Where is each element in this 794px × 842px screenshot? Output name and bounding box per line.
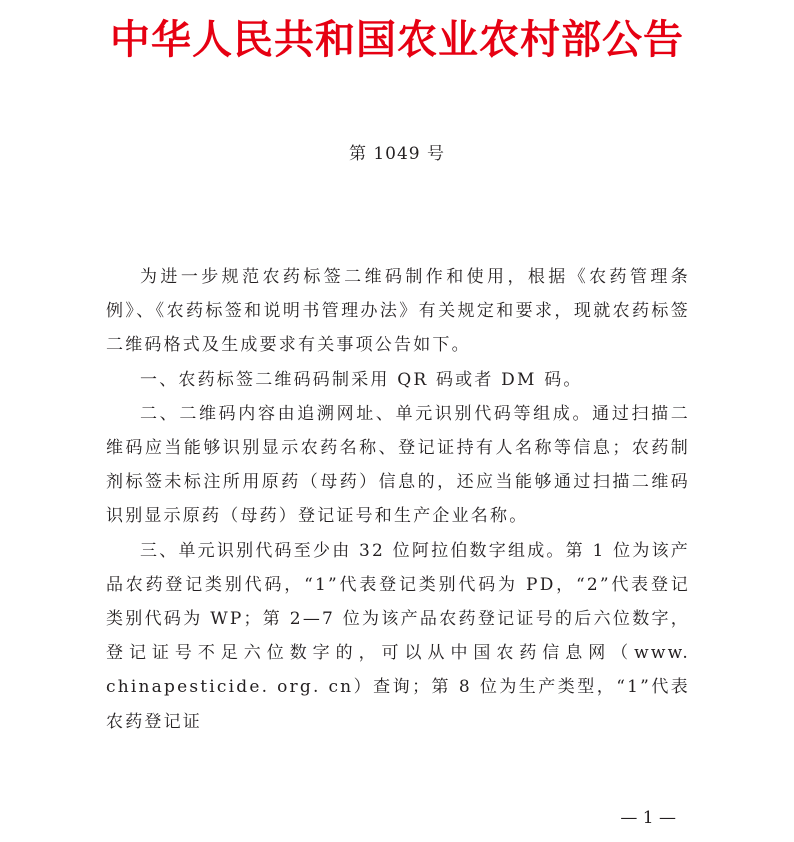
paragraph-item-2: 二、二维码内容由追溯网址、单元识别代码等组成。通过扫描二维码应当能够识别显示农药名称、登记证持有人名称等信息；农药制剂标签未标注所用原药（母药）信息的，还应当能够通过扫描二维码识别显示原药（母药）登记证号和生产企业名称。 [106,403,690,527]
document-title: 中华人民共和国农业农村部公告 [110,16,684,63]
paragraph-item-1: 一、农药标签二维码码制采用 QR 码或者 DM 码。 [140,369,583,390]
paragraph-item-3: 三、单元识别代码至少由 32 位阿拉伯数字组成。第 1 位为该产品农药登记类别代码，“1”代表登记类别代码为 PD，“2”代表登记类别代码为 WP；第 2—7 位为该产品农药登记证号的后六位数字，登记证号不足六位数字的，可以从中国农药信息网（www. chinapesticide. org. cn）查询；第 8 位为生产类型，“1”代表农药登记证 [106,540,690,732]
paragraph-intro: 为进一步规范农药标签二维码制作和使用，根据《农药管理条例》、《农药标签和说明书管理办法》有关规定和要求，现就农药标签二维码格式及生成要求有关事项公告如下。 [106,267,690,356]
page-number: — 1 — [620,808,676,828]
document-body [106,260,690,739]
announcement-number: 第 1049 号 [348,144,446,164]
